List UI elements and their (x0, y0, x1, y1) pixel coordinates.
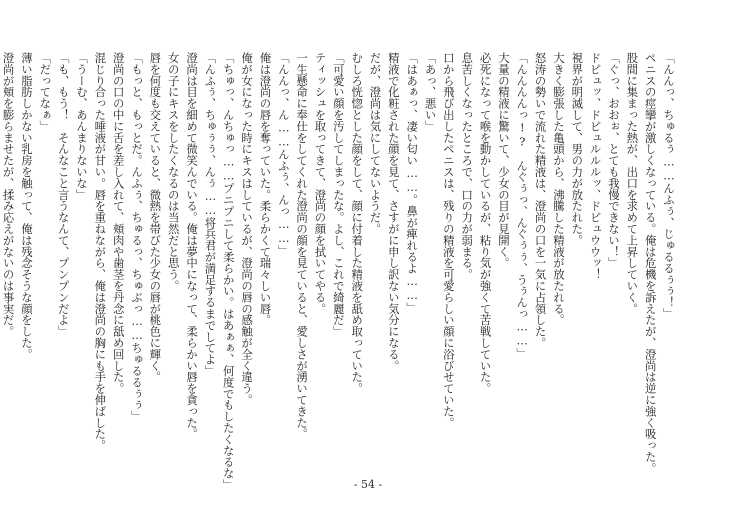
text-line: 「可愛い顔を汚してしまったな。よし、これで綺麗だ」 (331, 52, 346, 337)
text-line: 薄い脂肪しかない乳房を触って、俺は残念そうな顔をした。 (19, 52, 34, 360)
text-line: 「んんっ、ん……んふぅ、んっ……」 (276, 52, 291, 257)
text-line: むしろ恍惚とした顔をして、顔に付着した精液を舐め取っていた。 (350, 52, 365, 394)
text-line: ペニスの痙攣が激しくなっている。俺は危機を訴えたが、澄尚は逆に強く吸った。 (643, 52, 658, 474)
text-line: 唇を何度も交えていると、微熱を帯びた少女の唇が桃色に輝く。 (148, 52, 163, 383)
text-line: 必死になって喉を動かしているが、粘り気が強くて苦戦していた。 (478, 52, 493, 394)
text-line: 「あっ、悪い」 (423, 52, 438, 132)
page-number: - 54 - (353, 478, 383, 491)
text-line: 股間に集まった熱が、出口を求めて上昇していく。 (625, 52, 640, 315)
text-line: 「はあぁっ、凄い匂い……。鼻が痺れるよ……」 (405, 52, 420, 314)
text-line: 女の子にキスをしたくなるのは当然だと思う。 (166, 52, 181, 292)
text-line: 「だってなぁ」 (38, 52, 53, 132)
text-line: 混じり合った唾液が甘い。唇を重ねながら、俺は澄尚の胸にも手を伸ばした。 (93, 52, 108, 451)
text-line: 俺が女になった時にキスはしているが、澄尚の唇の感触が全く違う。 (240, 52, 255, 406)
text-line: 「んんっ、ちゅるぅ……んふぅ、じゅるるぅぅ！」 (662, 52, 676, 320)
text-line: 口から飛び出したペニスは、残りの精液を可愛らしい顔に浴びせていた。 (441, 52, 456, 429)
text-line: ドピュッ、ドピュルルルッ、ドピュウウッ！ (588, 52, 603, 280)
text-line: 澄尚が頬を膨らませたが、揉み応えがないのは事実だ。 (1, 52, 16, 337)
text-line: 視界が明滅して、男の力が放たれた。 (570, 52, 585, 246)
text-line: 「もっと、もっとだ。んふぅ、ちゅるっ、ちゅぶっ……ちゅるるぅぅ」 (130, 52, 145, 422)
text-line: 息苦しくなったところで、口の力が弱まる。 (460, 52, 475, 280)
text-line: 大量の精液に驚いて、少女の目が見開く。 (496, 52, 511, 269)
text-line: ティッシュを取ってきて、澄尚の顔を拭いてやる。 (313, 52, 328, 315)
text-line: 精液で化粧された顔を見て、さすがに申し訳ない気分になる。 (386, 52, 401, 372)
text-line: 怒涛の勢いで流れた精液は、澄尚の口を一気に占領した。 (533, 52, 548, 349)
text-line: 「ちゅっ、んちゅっ……プニプニして柔らかい。はあぁぁ、何度でもしたくなるな」 (221, 52, 236, 491)
text-line: 澄尚は目を細めて微笑んでいる。俺は夢中になって、柔らかい唇を貪った。 (185, 52, 200, 440)
text-line: 澄尚の口の中に舌を差し入れて、頬肉や歯茎を丹念に舐め回した。 (111, 52, 126, 394)
text-line: 一生懸命に奉仕をしてくれた澄尚の顔を見ていると、愛しさが湧いてきた。 (295, 52, 310, 440)
text-line: 「うーむ、あんまりないな」 (75, 52, 89, 201)
text-line: だが、澄尚は気にしてないようだ。 (368, 52, 383, 235)
text-line: 「も、もう！ そんなこと言うなんて、プンプンだよ」 (56, 52, 71, 337)
text-line: 俺は澄尚の唇を奪っていた。柔らかくて瑞々しい唇。 (258, 52, 273, 326)
text-line: 「んんんんっ!? んぐぅっ、んぐぅぅ、うぅんっ……」 (515, 52, 530, 359)
text-line: 「ぐっ、おおぉ、とても我慢できない！」 (606, 52, 621, 269)
text-line: 「んふぅ、ちゅぅぅ、んぅ……将兵君が満足するまでしてよ」 (203, 52, 218, 377)
text-line: 大きく膨張した亀頭から、沸騰した精液が放たれる。 (551, 52, 566, 326)
